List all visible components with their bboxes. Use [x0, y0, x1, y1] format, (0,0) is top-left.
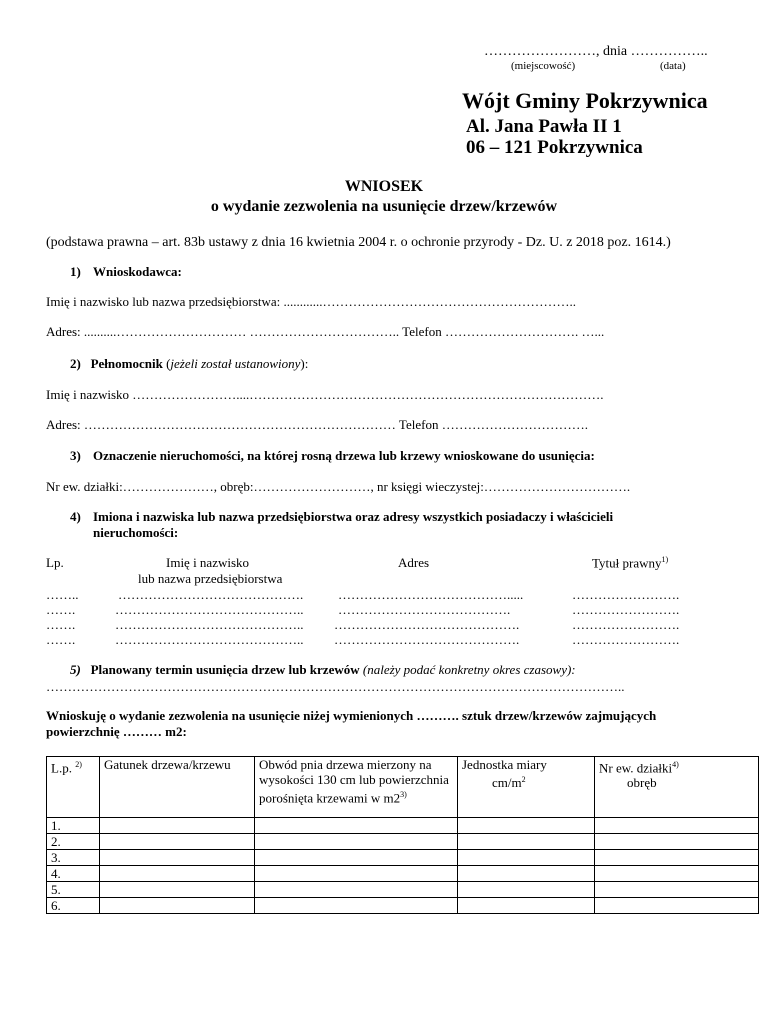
owners-col-title-text: Tytuł prawny [592, 555, 662, 571]
th-lp-text: L.p. [51, 760, 72, 776]
owners-col-title-note: 1) [661, 555, 669, 564]
owners-row-2-name: …………………………………….. [115, 602, 304, 617]
row-4-species[interactable] [100, 866, 255, 882]
owners-row-3-address: ……………………………………. [334, 617, 520, 632]
row-6-lp: 6. [47, 898, 100, 914]
th-unit-text: Jednostka miary [462, 757, 547, 772]
owners-col-name2: lub nazwa przedsiębiorstwa [138, 571, 283, 586]
row-4-lp: 4. [47, 866, 100, 882]
section3-parcel-field: Nr ew. działki:…………………, obręb:………………………, nr księgi wieczystej:……………………………. [46, 479, 631, 494]
th-circumference-text: Obwód pnia drzewa mierzony na wysokości 130 cm lub powierzchnia porośnięta krzewami w m2 [259, 757, 449, 806]
title-main: WNIOSEK [344, 178, 424, 195]
th-lp-note: 2) [75, 760, 82, 769]
owners-col-address: Adres [398, 555, 430, 570]
table-row [47, 898, 759, 914]
th-unit-text2: cm/m [492, 775, 522, 791]
owners-row-4-name: …………………………………….. [115, 632, 304, 647]
owners-row-3-lp: ……. [46, 617, 76, 632]
row-6-parcel[interactable] [595, 898, 759, 914]
recipient-line3: 06 – 121 Pokrzywnica [466, 137, 643, 158]
row-2-parcel[interactable] [595, 834, 759, 850]
owners-row-2-title: ……………………. [572, 602, 680, 617]
title-sub: o wydanie zezwolenia na usunięcie drzew/krzewów [210, 198, 558, 215]
place-caption: (miejscowość) [511, 60, 576, 72]
th-parcel [595, 757, 759, 818]
row-6-circumference[interactable] [255, 898, 458, 914]
owners-row-1-name: ……………………………………. [118, 587, 304, 602]
owners-col-name1: Imię i nazwisko [166, 555, 250, 570]
row-5-species[interactable] [100, 882, 255, 898]
table-row [47, 850, 759, 866]
section2-note-open: ( [162, 356, 171, 371]
th-parcel-note: 4) [672, 760, 679, 769]
row-2-circumference[interactable] [255, 834, 458, 850]
row-2-unit[interactable] [458, 834, 595, 850]
owners-row-2-lp: ……. [46, 602, 76, 617]
row-5-parcel[interactable] [595, 882, 759, 898]
section1-heading: Wnioskodawca: [93, 264, 182, 279]
section5-date-field: …………………………………………………………………………………………………………………….. [46, 679, 625, 694]
section2-name-field: Imię i nazwisko ……………………....………………………………………………………………………. [46, 387, 604, 402]
row-2-lp: 2. [47, 834, 100, 850]
th-species [100, 757, 255, 818]
row-5-lp: 5. [47, 882, 100, 898]
request-line2: powierzchnię ……… m2: [46, 724, 187, 739]
owners-row-3-title: ……………………. [572, 617, 680, 632]
row-4-unit[interactable] [458, 866, 595, 882]
th-circumference-note: 3) [400, 790, 407, 799]
table-row [47, 818, 759, 834]
section4-heading-line1: Imiona i nazwiska lub nazwa przedsiębiorstwa oraz adresy wszystkich posiadaczy i właścicieli [93, 509, 614, 524]
owners-col-title [592, 555, 668, 571]
th-unit-sup: 2 [521, 775, 526, 784]
th-lp [47, 757, 100, 818]
row-5-circumference[interactable] [255, 882, 458, 898]
section5-num: 5) [70, 662, 81, 677]
place-date-line: ……………………, dnia …………….. [484, 44, 708, 59]
owners-row-1-address: …………………………………..... [338, 587, 524, 602]
trees-table [46, 756, 759, 914]
section1-num: 1) [70, 264, 81, 279]
row-4-circumference[interactable] [255, 866, 458, 882]
owners-col-lp: Lp. [46, 555, 64, 570]
row-3-circumference[interactable] [255, 850, 458, 866]
row-1-species[interactable] [100, 818, 255, 834]
section1-name-field: Imię i nazwisko lub nazwa przedsiębiorstwa: ............………………………………………………….. [46, 294, 577, 309]
request-line1: Wnioskuję o wydanie zezwolenia na usunięcie niżej wymienionych ………. sztuk drzew/krzewów zajmujących [46, 708, 657, 723]
section5-title [70, 662, 576, 678]
row-3-species[interactable] [100, 850, 255, 866]
section2-note-close: ): [300, 356, 309, 371]
row-1-parcel[interactable] [595, 818, 759, 834]
row-3-lp: 3. [47, 850, 100, 866]
section4-heading-line2: nieruchomości: [93, 525, 179, 540]
row-6-species[interactable] [100, 898, 255, 914]
section2-title [70, 356, 308, 372]
section5-note: (należy podać konkretny okres czasowy): [359, 662, 576, 677]
row-5-unit[interactable] [458, 882, 595, 898]
section5-heading: Planowany termin usunięcia drzew lub krzewów [90, 662, 360, 677]
date-caption: (data) [660, 60, 686, 72]
recipient-line1: Wójt Gminy Pokrzywnica [462, 88, 708, 113]
owners-row-4-title: ……………………. [572, 632, 680, 647]
owners-row-1-title: ……………………. [572, 587, 680, 602]
table-row [47, 882, 759, 898]
row-6-unit[interactable] [458, 898, 595, 914]
section4-num: 4) [70, 509, 81, 524]
th-parcel-text: Nr ew. działki [599, 760, 673, 776]
th-parcel-text2: obręb [627, 775, 657, 791]
row-1-circumference[interactable] [255, 818, 458, 834]
owners-row-4-lp: ……. [46, 632, 76, 647]
section2-num: 2) [70, 356, 81, 371]
owners-row-1-lp: …….. [46, 587, 79, 602]
row-3-unit[interactable] [458, 850, 595, 866]
th-unit [458, 757, 595, 818]
row-2-species[interactable] [100, 834, 255, 850]
recipient-line2: Al. Jana Pawła II 1 [466, 116, 622, 137]
trees-table-header [47, 757, 759, 818]
owners-row-3-name: …………………………………….. [115, 617, 304, 632]
row-1-unit[interactable] [458, 818, 595, 834]
table-row [47, 834, 759, 850]
th-circumference [255, 757, 458, 818]
section1-address-field: Adres: ..........………………………… …………………………….. Telefon …………………………. …... [46, 324, 605, 339]
row-3-parcel[interactable] [595, 850, 759, 866]
legal-basis: (podstawa prawna – art. 83b ustawy z dnia 16 kwietnia 2004 r. o ochronie przyrody - Dz. U. z 2018 poz. 1614.) [46, 235, 671, 250]
th-species-text: Gatunek drzewa/krzewu [104, 757, 231, 772]
row-1-lp: 1. [47, 818, 100, 834]
section2-note: jeżeli został ustanowiony [170, 356, 301, 371]
row-4-parcel[interactable] [595, 866, 759, 882]
owners-row-4-address: ……………………………………. [334, 632, 520, 647]
section2-address-field: Adres: ……………………………………………………………… Telefon ……………………………. [46, 417, 588, 432]
section2-heading: Pełnomocnik [90, 356, 163, 371]
section3-num: 3) [70, 448, 81, 463]
section3-heading: Oznaczenie nieruchomości, na której rosną drzewa lub krzewy wnioskowane do usunięcia: [93, 448, 595, 463]
owners-row-2-address: …………………………………. [338, 602, 511, 617]
table-row [47, 866, 759, 882]
